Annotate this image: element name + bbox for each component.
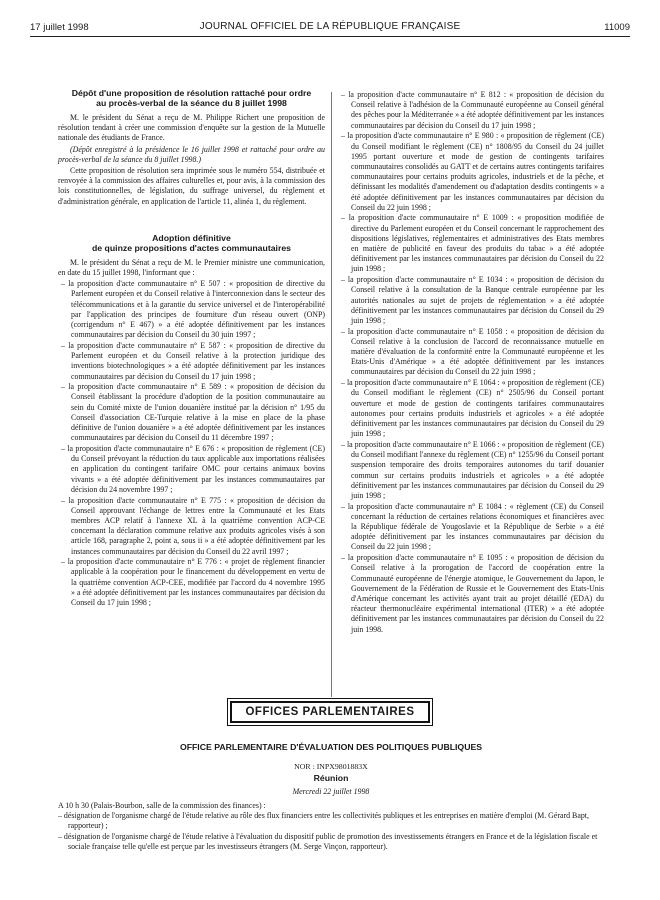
list-item: – la proposition d'acte communautaire n° E 1095 : « proposition de décision du Conseil relative à la prorogation de l'accord de coopération entre la Communauté européenne de l'énergie atomique, le Gouvernement du Japon, le Gouvernement de la Fédération de Russie et le Gouvernement des Etats-Unis d'Amérique concernant les activités ayant trait au projet détaillé (EDA) du réacteur thermonucléaire expérimental international (ITER) » a été adoptée définitivement par les instances communautaires par décision du Conseil du 22 juin 1998. [341,553,604,634]
page-number: 11009 [604,22,630,33]
list-item: – la proposition d'acte communautaire n° E 587 : « proposition de directive du Parlement européen et du Conseil relative à la protection juridique des inventions biotechnologiques » a été adoptée définitivement par les instances communautaires par décision du Conseil du 17 juin 1998 ; [61,340,325,381]
section-spacer [58,208,325,226]
depot-referral-paragraph: Cette proposition de résolution sera imprimée sous le numéro 554, distribuée et renvoyée à la commission des affaires culturelles et, pour avis, à la commission des lois constitutionnelles, de législation, du suffrage universel, du règlement et d'administration générale, en application de l'article 11, alinéa 1, du règlement. [58,166,325,206]
depot-title [58,88,325,108]
nor-reference: NOR : INPX9801883X [294,762,368,771]
list-item: – la proposition d'acte communautaire n° E 1034 : « proposition de décision du Conseil relative à la consultation de la Banque centrale européenne par les autorités nationales au sujet de projets de réglementation » a été adoptée définitivement par les instances communautaires par décision du Conseil du 29 juin 1998 ; [341,275,604,325]
left-column [58,88,325,609]
list-item: – la proposition d'acte communautaire n° E 676 : « proposition de règlement (CE) du Conseil prévoyant la réduction du taux applicable aux importations réalisées en application du contingent tarifaire OMC pour certains animaux bovins vivants » a été adoptée définitivement par les instances communautaires par décision du 24 novembre 1997 ; [61,443,325,494]
meeting-date: Mercredi 22 juillet 1998 [292,787,370,796]
depot-title-line2: au procès-verbal de la séance du 8 juillet 1998 [96,98,287,108]
list-item: – la proposition d'acte communautaire n° E 589 : « proposition de décision du Conseil établissant la procédure d'adoption de la position communautaire au sein du Comité mixte de l'union douanière institué par la décision n° 1/95 du Conseil d'association CE-Turquie relative à la mise en place de la phase définitive de l'union douanière » a été adoptée définitivement par les instances communautaires par décision du Conseil du 11 décembre 1997 ; [61,382,325,443]
list-item: – la proposition d'acte communautaire n° E 507 : « proposition de directive du Parlement européen et du Conseil relative à l'interconnexion dans le secteur des télécommunications et à la garantie du service universel et de l'interopérabilité par l'application des principes de fourniture d'un réseau ouvert (ONP) (corrigendum n° E 467) » a été adoptée définitivement par les instances communautaires par décision du Conseil du 30 juin 1997 ; [61,279,325,340]
issue-date: 17 juillet 1998 [30,22,89,33]
office-title: OFFICE PARLEMENTAIRE D'ÉVALUATION DES POLITIQUES PUBLIQUES [179,742,483,752]
depot-title-line1: Dépôt d'une proposition de résolution rattaché pour ordre [71,88,312,98]
list-item: – la proposition d'acte communautaire n° E 1009 : « proposition modifiée de directive du Parlement européen et du Conseil concernant le rapprochement des dispositions législatives, réglementaires et administratives des Etats membres en matière de publicité en faveur des produits du tabac » a été adoptée définitivement par les instances communautaires par décision du Conseil du 22 juin 1998 ; [341,213,604,274]
adoption-intro: M. le président du Sénat a reçu de M. le Premier ministre une communication, en date du 15 juillet 1998, l'informant que : [58,257,325,278]
adoption-list-left [58,279,325,608]
list-item: – la proposition d'acte communautaire n° E 1084 : « règlement (CE) du Conseil concernant la réduction de certaines relations économiques et financières avec la République fédérale de Yougoslavie et la République de Serbie » a été adoptée définitivement par les instances communautaires par décision du Conseil du 22 juin 1998 ; [341,501,604,552]
adoption-title-line1: Adoption définitive [152,232,231,243]
adoption-title-line2: de quinze propositions d'actes communautaires [91,242,292,253]
list-item: – la proposition d'acte communautaire n° E 980 : « proposition de règlement (CE) du Conseil modifiant le règlement (CE) n° 1808/95 du Conseil du 24 juillet 1995 portant ouverture et mode de gestion de contingents tarifaires communautaires consolidés au GATT et de certains autres contingents tarifaires communautaires pour certains produits agricoles, industriels et de la pêche, et définissant les modalités d'amendement ou d'adaptation desdits contingents » a été adoptée définitivement par les instances communautaires par décision du Conseil du 22 juin 1998 ; [341,131,604,212]
list-item: – la proposition d'acte communautaire n° E 1064 : « proposition de règlement (CE) du Conseil modifiant le règlement (CE) n° 2505/96 du Conseil portant ouverture et mode de gestion de contingents tarifaires communautaires autonomes pour certains produits industriels et agricoles » a été adoptée définitivement par les instances communautaires par décision du Conseil du 29 juin 1998 ; [341,378,604,439]
right-column [338,90,604,635]
adoption-title [58,233,325,253]
list-item: – la proposition d'acte communautaire n° E 812 : « proposition de décision du Conseil relative à l'adhésion de la Communauté européenne au Conseil général des pêches pour la Méditerranée » a été adoptée définitivement par les instances communautaires par décision du Conseil du 17 juin 1998 ; [341,90,604,130]
column-divider [331,92,332,697]
depot-registration-note: (Dépôt enregistré à la présidence le 16 juillet 1998 et rattaché pour ordre au procès-verbal de la séance du 8 juillet 1998.) [58,144,325,164]
list-item: – désignation de l'organisme chargé de l'étude relative au rôle des flux financiers entre les collectivités publiques et les entreprises en matière d'emploi (M. Gérard Bapt, rapporteur) ; [58,811,589,830]
list-item: – la proposition d'acte communautaire n° E 776 : « projet de règlement financier applicable à la coopération pour le financement du développement en vertu de la quatrième convention ACP-CEE, modifiée par l'accord du 4 novembre 1995 » a été adoptée définitivement par les instances communautaires par décision du Conseil du 17 juin 1998 ; [61,557,325,608]
offices-section-box: OFFICES PARLEMENTAIRES [230,701,430,723]
adoption-list-right [338,90,604,635]
list-item: – la proposition d'acte communautaire n° E 1058 : « proposition de décision du Conseil relative à la conclusion de l'accord de reconnaissance mutuelle en matière d'évaluation de la conformité entre la Communauté européenne et les Etats-Unis d'Amérique » a été adoptée définitivement par les instances communautaires par décision du Conseil du 22 juin 1998 ; [341,326,604,377]
list-item: – la proposition d'acte communautaire n° E 1066 : « proposition de règlement (CE) du Conseil modifiant l'annexe du règlement (CE) n° 1255/96 du Conseil portant suspension temporaire des droits temporaires autonomes du tarif douanier commun sur certains produits industriels et agricoles » a été adoptée définitivement par les instances communautaires par décision du Conseil du 29 juin 1998 ; [341,439,604,500]
journal-title: JOURNAL OFFICIEL DE LA RÉPUBLIQUE FRANÇAISE [199,21,461,32]
list-item: – la proposition d'acte communautaire n° E 775 : « proposition de décision du Conseil approuvant l'échange de lettres entre la Communauté et les Etats membres ACP relatif à l'annexe XL à la quatrième convention ACP-CE concernant la déclaration commune relative aux produits agricoles visés à son article 168, paragraphe 2, point a, sous ii » a été adoptée définitivement par les instances communautaires par décision du Conseil du 22 avril 1997 ; [61,495,325,556]
meeting-agenda [58,811,604,852]
reunion-title: Réunion [313,773,349,783]
office-section [58,742,604,852]
meeting-time-place: A 10 h 30 (Palais-Bourbon, salle de la commission des finances) : [58,801,266,810]
depot-paragraph: M. le président du Sénat a reçu de M. Philippe Richert une proposition de résolution tendant à créer une commission d'enquête sur la gestion de la Mutuelle nationale des étudiants de France. [58,113,325,143]
list-item: – désignation de l'organisme chargé de l'étude relative à l'évaluation du dispositif public de promotion des investissements étrangers en France et de la législation fiscale et sociale française telle qu'elle est perçue par les investisseurs étrangers (M. Serge Vinçon, rapporteur). [58,831,598,851]
page-header [30,20,630,37]
